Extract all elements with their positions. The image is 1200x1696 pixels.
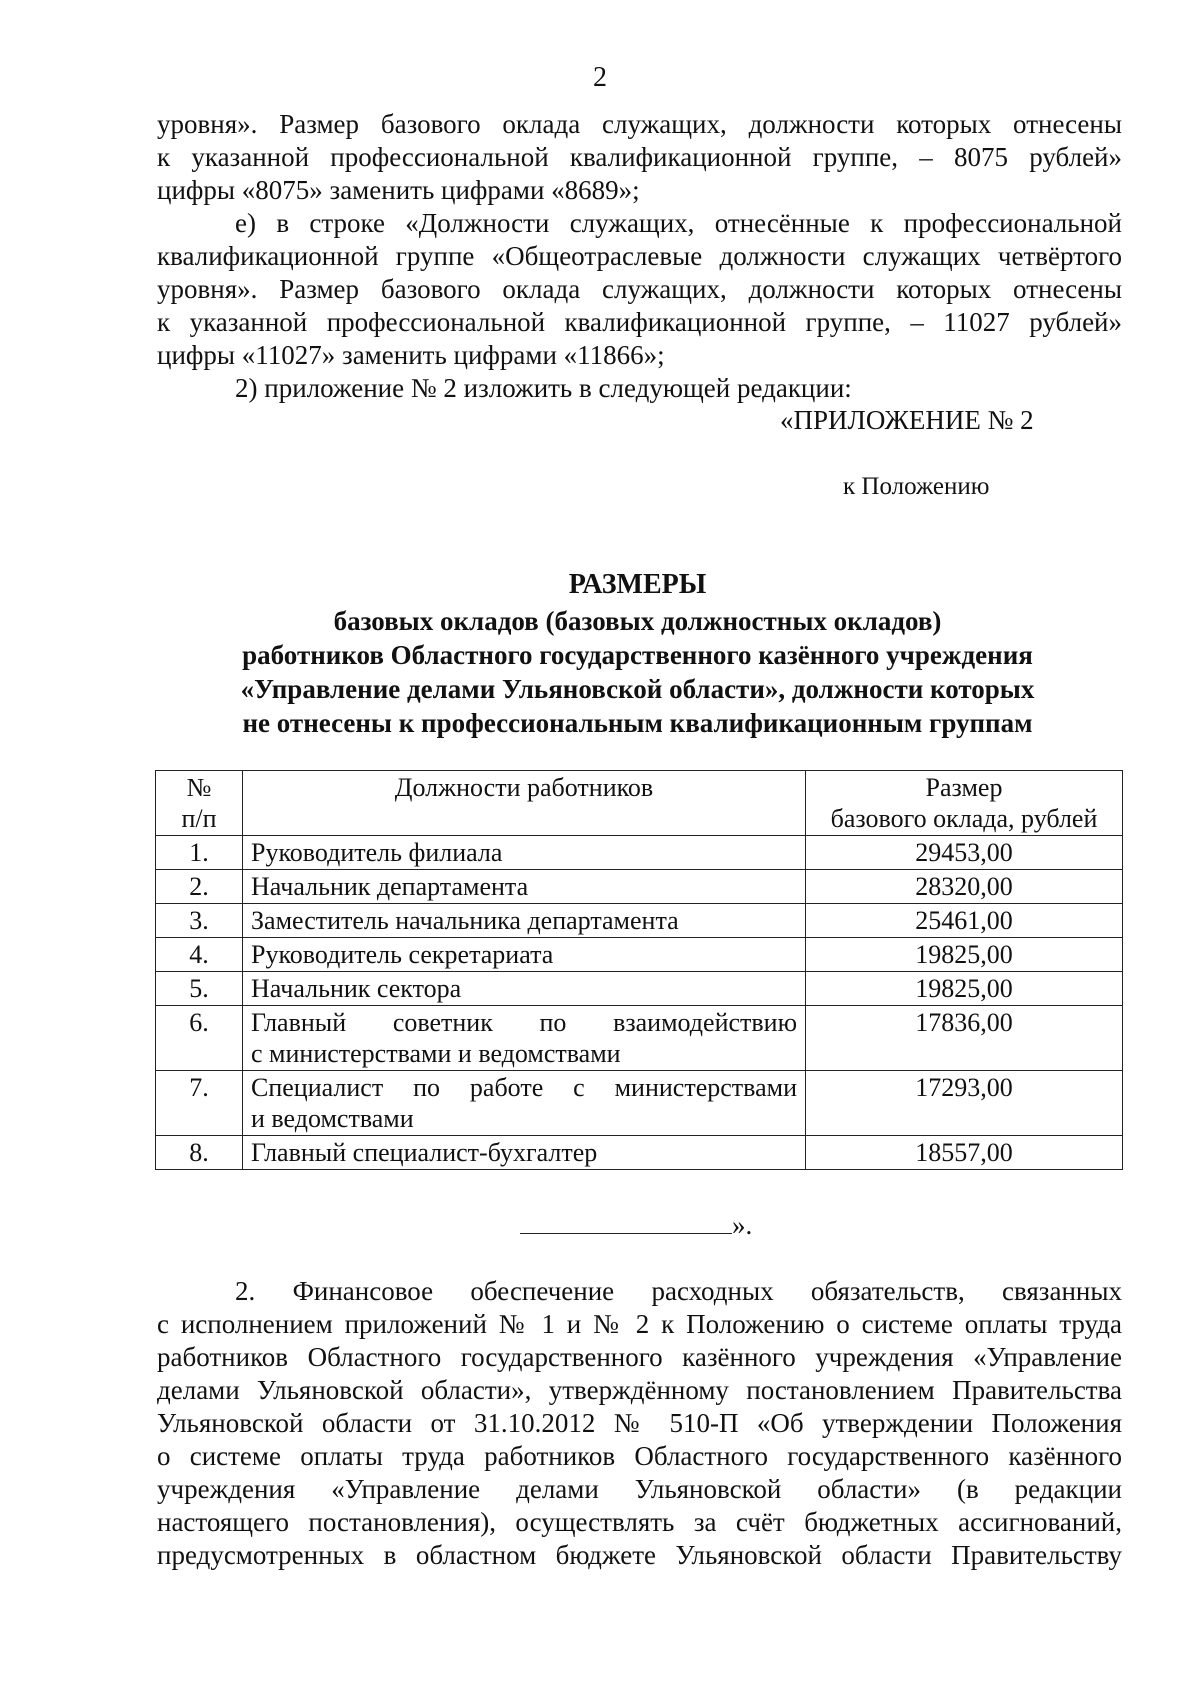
table-row: [156, 870, 1123, 904]
row-position: Руководитель секретариата: [243, 938, 806, 972]
row-num: 4.: [156, 938, 243, 972]
header-salary: [806, 771, 1123, 836]
closing-underline: [520, 1211, 732, 1234]
row-num: 3.: [156, 904, 243, 938]
table-header-row: [156, 771, 1123, 836]
row-position: Руководитель филиала: [243, 836, 806, 870]
section-2-line: о системе оплаты труда работников Областного государственного казённого: [157, 1441, 1122, 1471]
intro-line: квалификационной группе «Общеотраслевые должности служащих четвёртого: [157, 241, 1122, 271]
row-num: 7.: [156, 1071, 243, 1136]
row-salary: 19825,00: [806, 972, 1123, 1006]
header-position: Должности работников: [243, 771, 806, 836]
row-salary: 19825,00: [806, 938, 1123, 972]
title-line: базовых окладов (базовых должностных окладов): [333, 606, 942, 636]
title-main: РАЗМЕРЫ: [568, 569, 707, 600]
row-num: 6.: [156, 1006, 243, 1071]
intro-line: цифры «8075» заменить цифрами «8689»;: [157, 175, 640, 205]
row-num: 8.: [156, 1136, 243, 1170]
row-salary: 18557,00: [806, 1136, 1123, 1170]
table-row: [156, 972, 1123, 1006]
intro-line: уровня». Размер базового оклада служащих, должности которых отнесены: [157, 274, 1122, 304]
item-2-line: 2) приложение № 2 изложить в следующей редакции:: [235, 373, 852, 403]
row-position-line: Главный советник по взаимодействию: [251, 1008, 797, 1037]
table-row: [156, 1006, 1123, 1071]
row-position: Главный специалист-бухгалтер: [243, 1136, 806, 1170]
row-position: [243, 1071, 806, 1136]
row-salary: 17836,00: [806, 1006, 1123, 1071]
section-2-line: работников Областного государственного казённого учреждения «Управление: [157, 1342, 1122, 1372]
section-2-line: Ульяновской области от 31.10.2012 № 510-П «Об утверждении Положения: [157, 1408, 1122, 1438]
intro-line: к указанной профессиональной квалификационной группе, – 8075 рублей»: [157, 142, 1122, 172]
table-row: [156, 1071, 1123, 1136]
table-row: [156, 938, 1123, 972]
header-salary-line: базового оклада, рублей: [830, 804, 1098, 833]
page-number: 2: [593, 62, 607, 93]
row-position: Начальник сектора: [243, 972, 806, 1006]
section-2-line: предусмотренных в областном бюджете Ульяновской области Правительству: [157, 1540, 1122, 1570]
row-position: Заместитель начальника департамента: [243, 904, 806, 938]
header-num-line: п/п: [181, 804, 217, 833]
table-row: [156, 836, 1123, 870]
title-line: не отнесены к профессиональным квалификационным группам: [242, 708, 1033, 738]
salary-table: [155, 770, 1123, 1170]
section-2-line: настоящего постановления), осуществлять за счёт бюджетных ассигнований,: [157, 1507, 1122, 1537]
row-position-line: и ведомствами: [251, 1104, 414, 1133]
row-position: [243, 1006, 806, 1071]
section-2-line: делами Ульяновской области», утверждённому постановлением Правительства: [157, 1375, 1122, 1405]
row-salary: 25461,00: [806, 904, 1123, 938]
row-position: Начальник департамента: [243, 870, 806, 904]
intro-line: е) в строке «Должности служащих, отнесённые к профессиональной: [235, 208, 1122, 238]
appendix-to-regulation: к Положению: [843, 473, 990, 500]
intro-line: цифры «11027» заменить цифрами «11866»;: [157, 340, 665, 370]
intro-line: к указанной профессиональной квалификационной группе, – 11027 рублей»: [157, 307, 1122, 337]
row-num: 2.: [156, 870, 243, 904]
header-salary-line: Размер: [925, 773, 1003, 802]
section-2-line: учреждения «Управление делами Ульяновской области» (в редакции: [157, 1474, 1122, 1504]
table-row: [156, 904, 1123, 938]
document-title: [150, 568, 1125, 740]
table-row: [156, 1136, 1123, 1170]
row-num: 5.: [156, 972, 243, 1006]
section-2-line: 2. Финансовое обеспечение расходных обязательств, связанных: [235, 1276, 1122, 1306]
closing-mark: [520, 1210, 752, 1241]
row-position-line: с министерствами и ведомствами: [251, 1039, 621, 1068]
section-2-paragraph: [157, 1275, 1122, 1572]
intro-paragraphs: [157, 108, 1122, 405]
header-num-line: №: [186, 773, 212, 802]
section-2-line: с исполнением приложений № 1 и № 2 к Положению о системе оплаты труда: [157, 1309, 1122, 1339]
header-num: [156, 771, 243, 836]
row-salary: 28320,00: [806, 870, 1123, 904]
title-line: работников Областного государственного казённого учреждения: [242, 640, 1033, 670]
title-line: «Управление делами Ульяновской области», должности которых: [240, 674, 1035, 704]
row-position-line: Специалист по работе с министерствами: [251, 1073, 797, 1102]
intro-line: уровня». Размер базового оклада служащих, должности которых отнесены: [157, 109, 1122, 139]
appendix-heading: «ПРИЛОЖЕНИЕ № 2: [780, 405, 1034, 435]
row-num: 1.: [156, 836, 243, 870]
closing-quote: ».: [732, 1210, 753, 1240]
row-salary: 29453,00: [806, 836, 1123, 870]
row-salary: 17293,00: [806, 1071, 1123, 1136]
